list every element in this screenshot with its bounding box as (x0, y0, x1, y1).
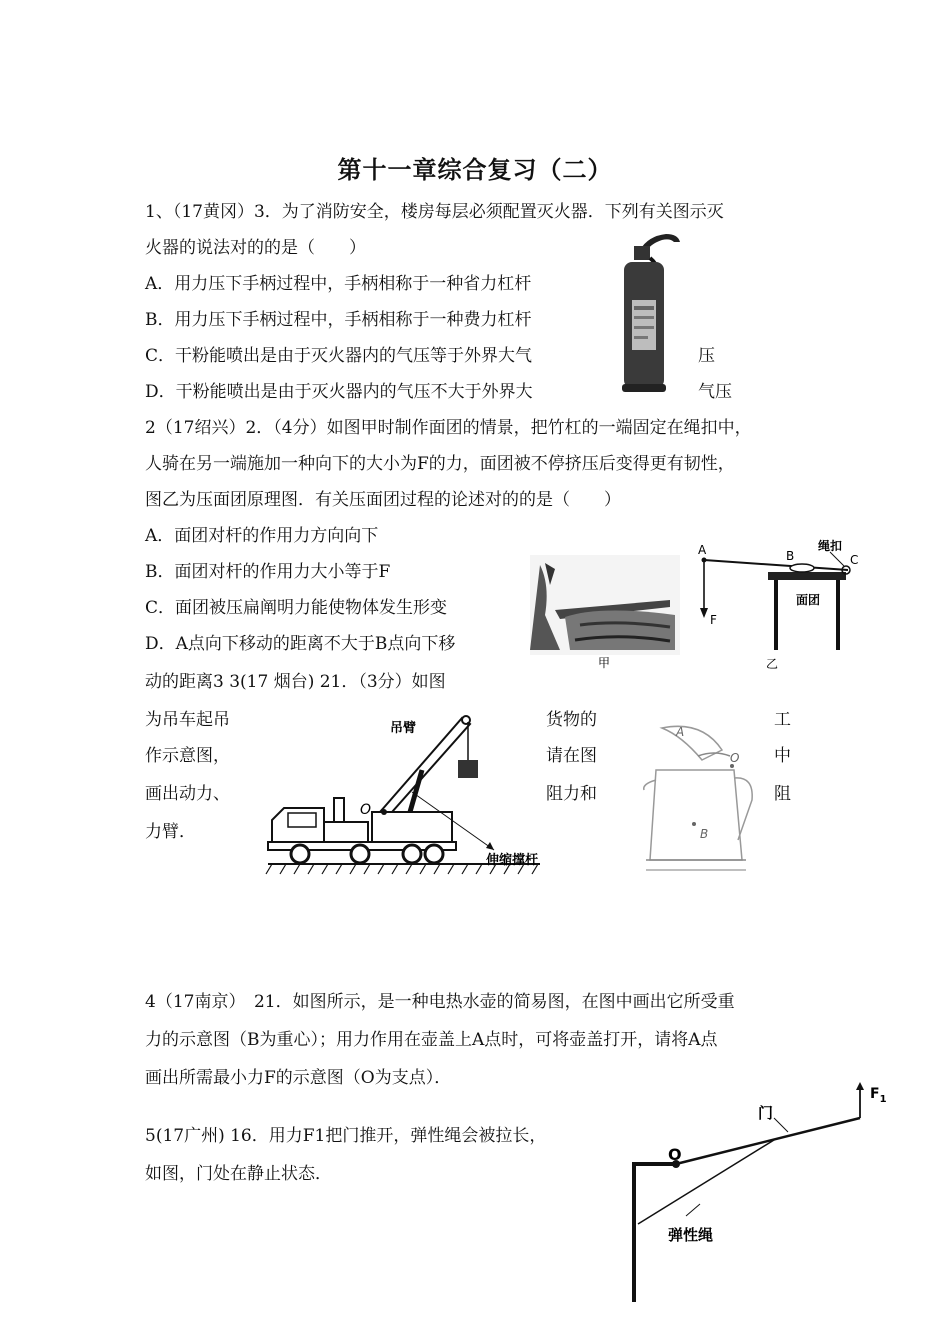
crane-label-arm: 吊臂 (390, 721, 417, 736)
q2-option-d-line2: 动的距离3 3(17 烟台) 21．（3分）如图 (145, 672, 446, 692)
q1-stem-line2: 火器的说法对的的是（ ） (145, 238, 366, 258)
q4-line3: 画出所需最小力F的示意图（O为支点）． (145, 1068, 452, 1088)
q1-option-d: D．干粉能喷出是由于灭火器内的气压不大于外界大 (145, 382, 533, 402)
q3-line1-b: 货物的 (546, 710, 597, 730)
fire-extinguisher-figure (600, 228, 690, 398)
kettle-label-a: A (676, 725, 685, 739)
q1-option-c-tail: 压 (698, 346, 715, 366)
crane-label-strut: 伸缩撑杆 (486, 853, 539, 868)
q1-option-d-tail: 气压 (698, 382, 732, 402)
door-label-door: 门 (758, 1104, 774, 1122)
q2-stem-line3: 图乙为压面团原理图．有关压面团过程的论述对的的是（ ） (145, 490, 621, 510)
figure-label-b: B (786, 549, 795, 563)
q2-option-a: A．面团对杆的作用力方向向下 (145, 526, 379, 546)
figure-label-knot: 绳扣 (818, 539, 843, 553)
kettle-label-o: O (730, 751, 740, 765)
q3-line1-c: 工 (774, 710, 791, 730)
q3-line2-a: 作示意图， (145, 746, 230, 766)
dough-lever-diagram-yi (690, 538, 865, 673)
figure-label-yi: 乙 (766, 657, 779, 671)
door-label-rope: 弹性绳 (668, 1226, 714, 1244)
q3-line1-a: 为吊车起吊 (145, 710, 230, 730)
q2-option-c: C．面团被压扁阐明力能使物体发生形变 (145, 598, 448, 618)
q3-line3-c: 阻 (774, 784, 791, 804)
q2-option-b: B．面团对杆的作用力大小等于F (145, 562, 391, 582)
q3-line3-a: 画出动力、 (145, 784, 230, 804)
figure-label-a: A (698, 543, 707, 557)
q2-stem-line2: 人骑在另一端施加一种向下的大小为F的力，面团被不停挤压后变得更有韧性， (145, 454, 735, 474)
kettle-label-b: B (700, 827, 709, 841)
figure-label-jia: 甲 (598, 656, 611, 670)
q5-line2: 如图，门处在静止状态． (145, 1164, 332, 1184)
figure-label-dough: 面团 (796, 593, 821, 607)
figure-label-f: F (710, 613, 717, 627)
q5-line1: 5(17广州) 16．用力F1把门推开，弹性绳会被拉长， (145, 1126, 547, 1146)
figure-label-c: C (850, 553, 859, 567)
page-title: 第十一章综合复习（二） (337, 155, 613, 184)
q2-stem-line1: 2（17绍兴）2．（4分）如图甲时制作面团的情景，把竹杠的一端固定在绳扣中， (145, 418, 752, 438)
q1-option-b: B．用力压下手柄过程中，手柄相称于一种费力杠杆 (145, 310, 532, 330)
q1-option-c: C．干粉能喷出是由于灭火器内的气压等于外界大气 (145, 346, 533, 366)
q2-option-d-line1: D．A点向下移动的距离不大于B点向下移 (145, 634, 456, 654)
q3-line4-a: 力臂． (145, 822, 196, 842)
q3-line2-b: 请在图 (546, 746, 597, 766)
q4-line1: 4（17南京） 21．如图所示，是一种电热水壶的简易图，在图中画出它所受重 (145, 992, 735, 1012)
dough-photo-figure-jia (530, 555, 680, 670)
q1-option-a: A．用力压下手柄过程中，手柄相称于一种省力杠杆 (145, 274, 532, 294)
q3-line2-c: 中 (774, 746, 791, 766)
kettle-figure (642, 720, 762, 880)
door-rope-figure (624, 1078, 900, 1308)
q3-line3-b: 阻力和 (546, 784, 597, 804)
crane-label-o: O (360, 802, 372, 818)
crane-figure (262, 712, 547, 882)
door-label-o: O (668, 1145, 682, 1164)
q1-stem-line1: 1、（17黄冈）3．为了消防安全，楼房每层必须配置灭火器．下列有关图示灭 (145, 202, 724, 222)
door-label-f1: $F_1$ (870, 1086, 887, 1105)
q4-line2: 力的示意图（B为重心）；用力作用在壶盖上A点时，可将壶盖打开，请将A点 (145, 1030, 718, 1050)
